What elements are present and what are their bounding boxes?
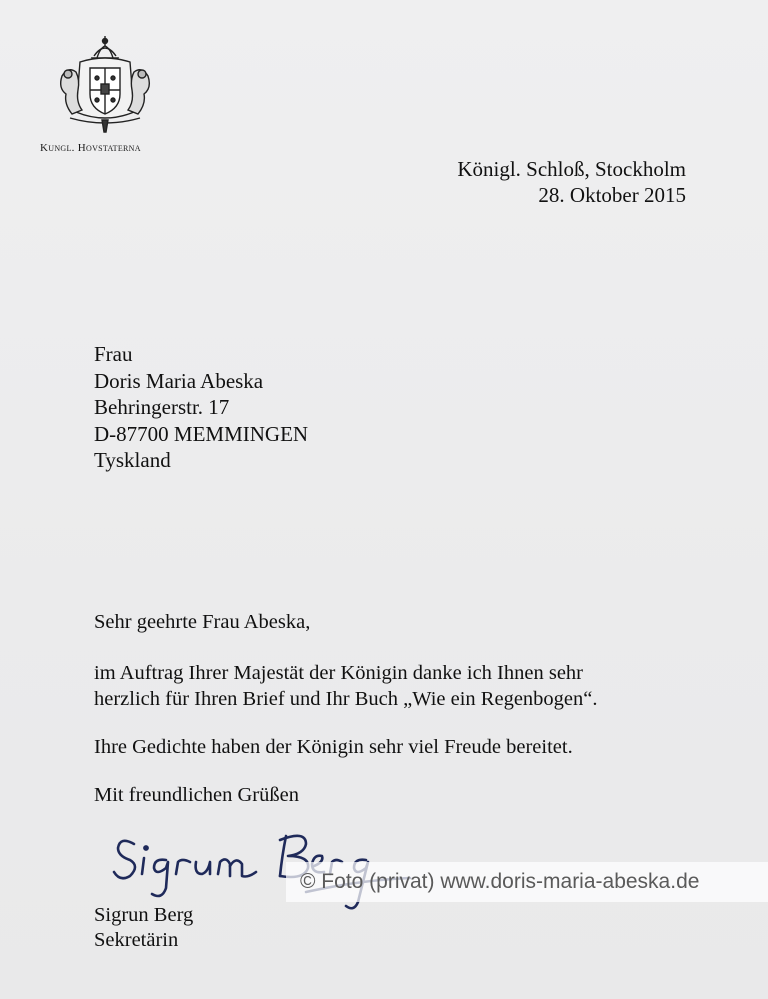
salutation: Sehr geehrte Frau Abeska, bbox=[94, 611, 311, 633]
closing-phrase: Mit freundlichen Grüßen bbox=[94, 784, 299, 806]
place-and-date bbox=[457, 156, 686, 208]
paragraph-thanks bbox=[94, 660, 598, 712]
letter-body bbox=[94, 609, 598, 808]
swedish-royal-coat-of-arms-icon bbox=[50, 32, 160, 136]
paragraph-poems: Ihre Gedichte haben der Königin sehr viel Freude bereitet. bbox=[94, 736, 573, 758]
address-line: Frau bbox=[94, 342, 133, 366]
address-line: Tyskland bbox=[94, 448, 171, 472]
paragraph-line: im Auftrag Ihrer Majestät der Königin danke ich Ihnen sehr bbox=[94, 662, 583, 684]
address-line: Doris Maria Abeska bbox=[94, 368, 264, 393]
recipient-address bbox=[94, 341, 308, 474]
letter-place: Königl. Schloß, Stockholm bbox=[457, 157, 686, 181]
address-line: Behringerstr. 17 bbox=[94, 395, 230, 419]
paragraph-line: herzlich für Ihren Brief und Ihr Buch „Wie ein Regenbogen“. bbox=[94, 688, 598, 710]
signer-title: Sekretärin bbox=[94, 929, 179, 951]
photo-copyright-watermark: © Foto (privat) www.doris-maria-abeska.de bbox=[286, 862, 768, 902]
organization-name: Kungl. Hovstaterna bbox=[40, 142, 141, 154]
address-line: D-87700 MEMMINGEN bbox=[94, 421, 309, 446]
signer-block bbox=[94, 903, 193, 953]
signer-name: Sigrun Berg bbox=[94, 904, 194, 926]
letter-date: 28. Oktober 2015 bbox=[538, 183, 686, 207]
